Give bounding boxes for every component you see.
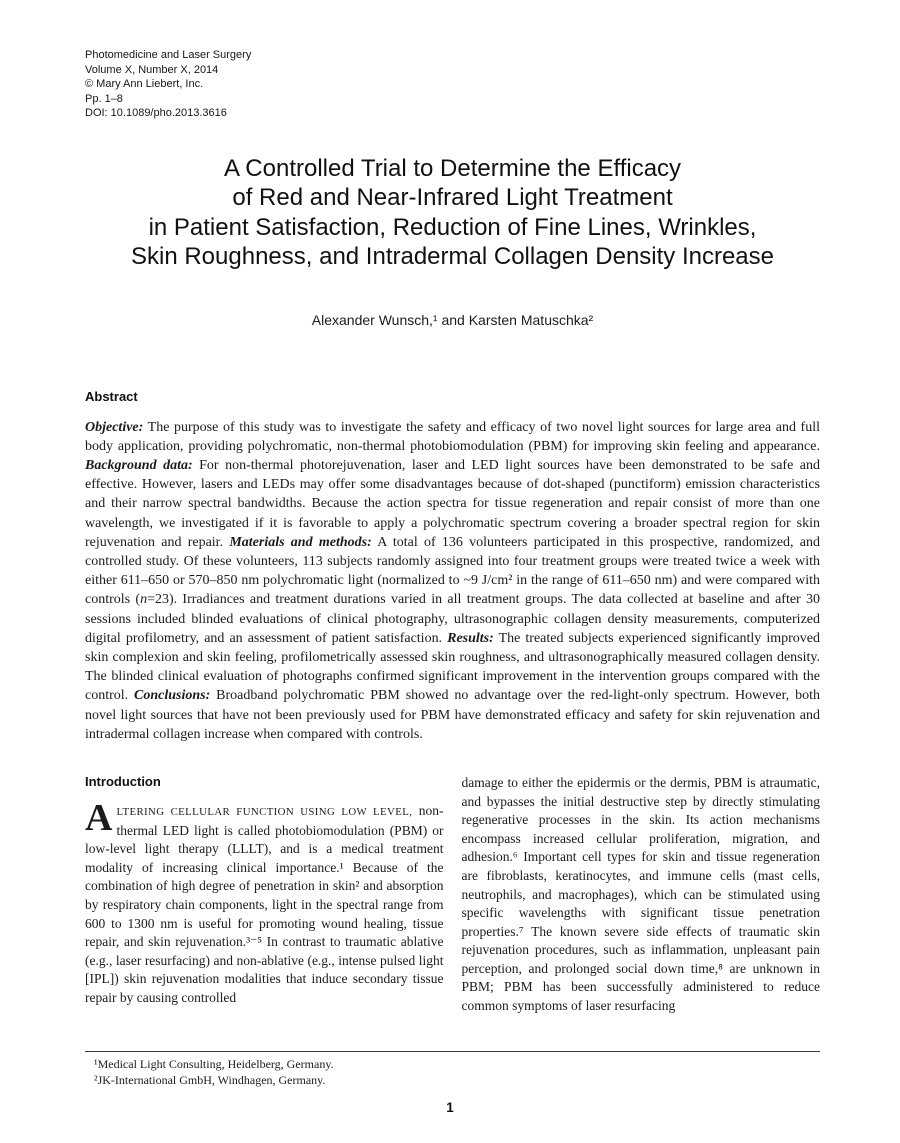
- introduction-section: [85, 774, 820, 1016]
- introduction-heading: Introduction: [85, 773, 161, 789]
- authors-line: Alexander Wunsch,¹ and Karsten Matuschka²: [311, 311, 594, 328]
- journal-doi-line: DOI: 10.1089/pho.2013.3616: [85, 107, 227, 119]
- footnote-affiliation-1: ¹Medical Light Consulting, Heidelberg, Germany.: [94, 1057, 334, 1071]
- abstract-text: Objective: The purpose of this study was to investigate the safety and efficacy of two novel light sources for large area and full body application, providing polychromatic, non-thermal photobiomodulation (PBM) for improving skin feeling and appearance. Background data: For non-thermal photorejuvenation, laser and LED light sources have been demonstrated to be safe and effective. However, lasers and LEDs may offer some disadvantages because of dot-shaped (punctiform) emission characteristics and their narrow spectral bandwidths. Because the action spectra for tissue regeneration and repair consist of more than one wavelength, we investigated if it is favorable to apply a polychromatic spectrum covering a broader spectral region for skin rejuvenation and repair. Materials and methods: A total of 136 volunteers participated in this prospective, randomized, and controlled study. Of these volunteers, 113 subjects randomly assigned into four treatment groups were treated twice a week with either 611–650 or 570–850 nm polychromatic light (normalized to ~9 J/cm² in the range of 611–650 nm) and were compared with controls (n=23). Irradiances and treatment durations varied in all treatment groups. The data collected at baseline and after 30 sessions included blinded evaluations of clinical photography, ultrasonographic collagen density measurements, computerized digital profilometry, and an assessment of patient satisfaction. Results: The treated subjects experienced significantly improved skin complexion and skin feeling, profilometrically assessed skin roughness, and ultrasonographically measured collagen density. The blinded clinical evaluation of photographs confirmed significant improvement in the intervention groups compared with the control. Conclusions: Broadband polychromatic PBM showed no advantage over the red-light-only spectrum. However, both novel light sources that have not been previously used for PBM have demonstrated efficacy and safety for skin rejuvenation and intradermal collagen increase when compared with controls.: [85, 419, 821, 742]
- paper-title: [85, 154, 820, 272]
- footnote-affiliation-2: ²JK-International GmbH, Windhagen, Germany.: [94, 1072, 326, 1087]
- title-line-1: A Controlled Trial to Determine the Efficacy: [223, 154, 682, 182]
- abstract-heading: Abstract: [85, 388, 138, 404]
- intro-right-paragraph: damage to either the epidermis or the dermis, PBM is atraumatic, and bypasses the initial destructive step by directly stimulating regenerative processes in the skin. Its action mechanisms encompass increased cellular proliferation, migration, and adhesion.⁶ Important cell types for skin and tissue regeneration are fibroblasts, keratinocytes, and immune cells (mast cells, neutrophils, and macrophages), which can be stimulated using specific wavelengths with significant tissue penetration properties.⁷ The known severe side effects of traumatic skin rejuvenation procedures, such as inflammation, unpleasant pain perception, and prolonged social down time,⁸ are unknown in PBM; PBM has been successfully administered to reduce common symptoms of laser resurfacing: [461, 774, 820, 1014]
- journal-volume-line: Volume X, Number X, 2014: [85, 63, 219, 76]
- page-number: 1: [446, 1100, 454, 1115]
- title-line-4: Skin Roughness, and Intradermal Collagen Density Increase: [130, 243, 775, 270]
- journal-name: Photomedicine and Laser Surgery: [85, 49, 252, 61]
- intro-right-column: [462, 774, 821, 1016]
- affiliations-footnote: [85, 1051, 820, 1088]
- title-line-2: of Red and Near-Infrared Light Treatment: [232, 184, 673, 211]
- journal-header-block: [85, 48, 820, 121]
- intro-left-column: [85, 774, 444, 1016]
- title-line-3: in Patient Satisfaction, Reduction of Fine Lines, Wrinkles,: [148, 213, 757, 241]
- intro-left-paragraph: ALTERING CELLULAR FUNCTION USING LOW LEVEL, non-thermal LED light is called photobiomodulation (PBM) or low-level light therapy (LLLT), and is a medical treatment modality of increasing clinical importance.¹ Because of the combination of high degree of penetration in skin² and absorption by respiratory chain components, light in the spectral range from 600 to 1300 nm is useful for promoting wound healing, tissue repair, and skin rejuvenation.³⁻⁵ In contrast to traumatic ablative (e.g., laser resurfacing) and non-ablative (e.g., intense pulsed light [IPL]) skin rejuvenation modalities that induce secondary tissue repair by causing controlled: [85, 796, 444, 1005]
- journal-copyright-line: © Mary Ann Liebert, Inc.: [85, 78, 204, 90]
- journal-pages-line: Pp. 1–8: [85, 92, 123, 105]
